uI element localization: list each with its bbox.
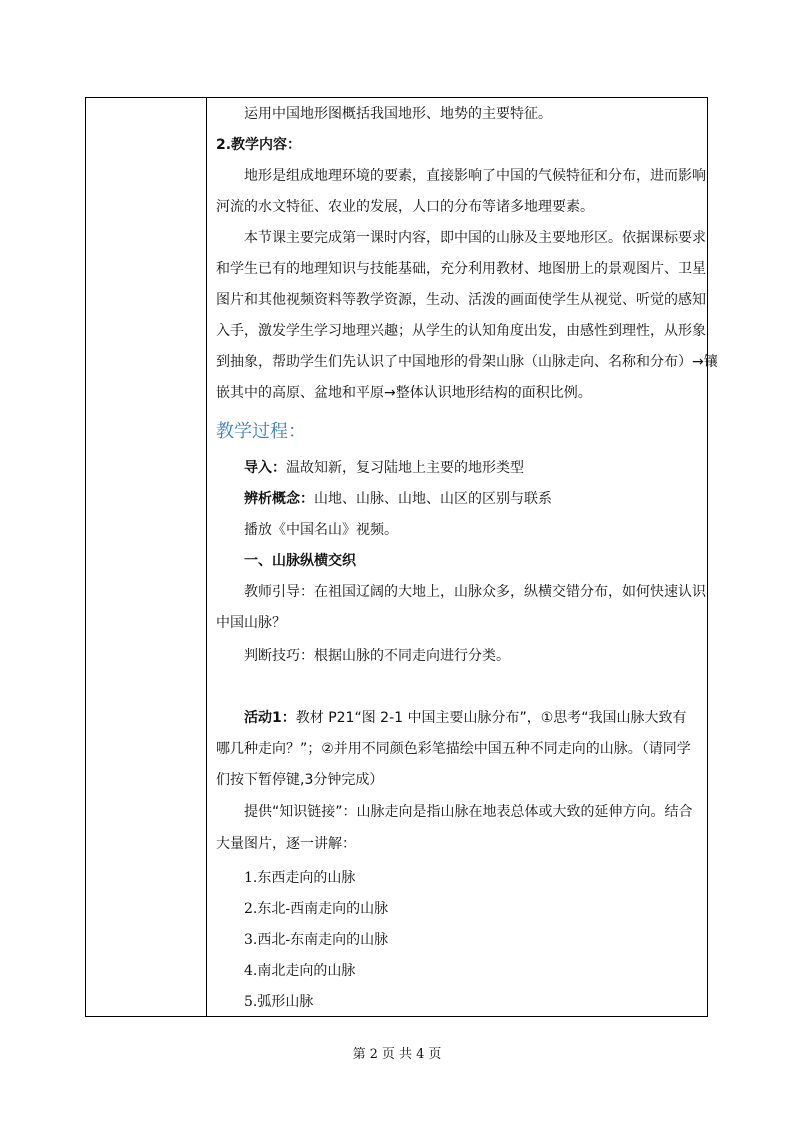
activity-line-3: 们按下暂停键,3分钟完成） (216, 772, 384, 788)
para1-line-1: 地形是组成地理环境的要素，直接影响了中国的气候特征和分布，进而影响 (244, 168, 706, 184)
part1-title: 一、山脉纵横交织 (244, 553, 356, 569)
para2-line-5: 到抽象，帮助学生们先认识了中国地形的骨架山脉（山脉走向、名称和分布）→镶 (216, 354, 718, 370)
intro-label: 导入： (244, 460, 286, 476)
goal-line: 运用中国地形图概括我国地形、地势的主要特征。 (244, 106, 552, 122)
activity-label: 活动1： (244, 710, 296, 726)
lesson-table (85, 97, 718, 1017)
para2-line-4: 入手，激发学生学习地理兴趣；从学生的认知角度出发，由感性到理性，从形象 (216, 323, 706, 339)
direction-item-2: 2.东北-西南走向的山脉 (244, 901, 389, 917)
concept-line (244, 489, 701, 509)
para2-line-6: 嵌其中的高原、盆地和平原→整体认识地形结构的面积比例。 (216, 385, 592, 401)
direction-item-4: 4.南北走向的山脉 (244, 963, 356, 979)
process-heading: 教学过程： (216, 421, 306, 442)
activity-line-1 (244, 708, 701, 728)
skill-line: 判断技巧：根据山脉的不同走向进行分类。 (244, 648, 510, 664)
page-footer (0, 1043, 794, 1062)
video-line: 播放《中国名山》视频。 (244, 522, 398, 538)
intro-line (244, 458, 701, 478)
para2-line-2: 和学生已有的地理知识与技能基础，充分利用教材、地图册上的景观图片、卫星 (216, 261, 706, 277)
concept-text: 山地、山脉、山地、山区的区别与联系 (314, 491, 552, 507)
teacher-guide-line-2: 中国山脉？ (216, 615, 286, 631)
knowledge-link-line-1: 提供“知识链接”：山脉走向是指山脉在地表总体或大致的延伸方向。结合 (244, 804, 693, 820)
footer-suffix: 页 (428, 1047, 442, 1062)
activity-text-1: 教材 P21“图 2-1 中国主要山脉分布”，①思考“我国山脉大致有 (295, 710, 687, 726)
intro-text: 温故知新，复习陆地上主要的地形类型 (286, 460, 524, 476)
teacher-guide-line-1: 教师引导：在祖国辽阔的大地上，山脉众多，纵横交错分布，如何快速认识 (244, 584, 706, 600)
para2-line-1: 本节课主要完成第一课时内容，即中国的山脉及主要地形区。依据课标要求 (244, 230, 706, 246)
para1-line-2: 河流的水文特征、农业的发展，人口的分布等诸多地理要素。 (216, 199, 594, 215)
footer-middle: 页 共 (381, 1047, 413, 1062)
para2-line-3: 图片和其他视频资料等教学资源，生动、活泼的画面使学生从视觉、听觉的感知 (216, 292, 706, 308)
direction-item-1: 1.东西走向的山脉 (244, 870, 356, 886)
knowledge-link-line-2: 大量图片，逐一讲解： (216, 836, 356, 852)
footer-prefix: 第 (352, 1047, 366, 1062)
footer-page-number: 2 (369, 1047, 378, 1062)
direction-item-3: 3.西北-东南走向的山脉 (244, 932, 389, 948)
concept-label: 辨析概念： (244, 491, 314, 507)
section2-title: 2.教学内容： (216, 137, 302, 153)
activity-line-2: 哪几种走向？”；②并用不同颜色彩笔描绘中国五种不同走向的山脉。（请同学 (216, 741, 691, 757)
direction-item-5: 5.弧形山脉 (244, 994, 314, 1010)
table-content-cell (208, 98, 718, 1016)
table-left-cell (86, 98, 207, 1016)
footer-total-pages: 4 (416, 1047, 425, 1062)
